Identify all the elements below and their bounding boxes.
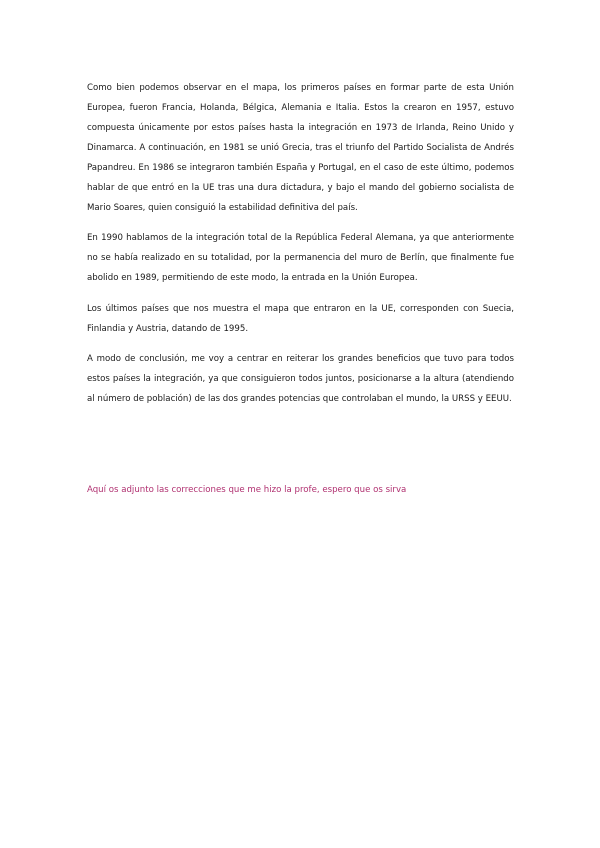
- paragraph-2: En 1990 hablamos de la integración total de la República Federal Alemana, ya que anteriormente no se había realizado en su totalidad, por la permanencia del muro de Berlín, que finalmente fue abolido en 1989, permitiendo de este modo, la entrada en la Unión Europea.: [87, 233, 514, 283]
- corrections-note: Aquí os adjunto las correcciones que me hizo la profe, espero que os sirva: [87, 484, 407, 495]
- paragraph-3: Los últimos países que nos muestra el mapa que entraron en la UE, corresponden con Suecia, Finlandia y Austria, datando de 1995.: [87, 304, 514, 334]
- paragraph-1: Como bien podemos observar en el mapa, los primeros países en formar parte de esta Unión Europea, fueron Francia, Holanda, Bélgica, Alemania e Italia. Estos la crearon en 1957, estuvo compuesta únicamente por estos países hasta la integración en 1973 de Irlanda, Reino Unido y Dinamarca. A continuación, en 1981 se unió Grecia, tras el triunfo del Partido Socialista de Andrés Papandreu. En 1986 se integraron también España y Portugal, en el caso de este último, podemos hablar de que entró en la UE tras una dura dictadura, y bajo el mando del gobierno socialista de Mario Soares, quien consiguió la estabilidad definitiva del país.: [87, 83, 514, 213]
- paragraph-4: A modo de conclusión, me voy a centrar en reiterar los grandes beneficios que tuvo para todos estos países la integración, ya que consiguieron todos juntos, posicionarse a la altura (atendiendo al número de población) de las dos grandes potencias que controlaban el mundo, la URSS y EEUU.: [87, 354, 514, 404]
- document-body: [87, 78, 514, 409]
